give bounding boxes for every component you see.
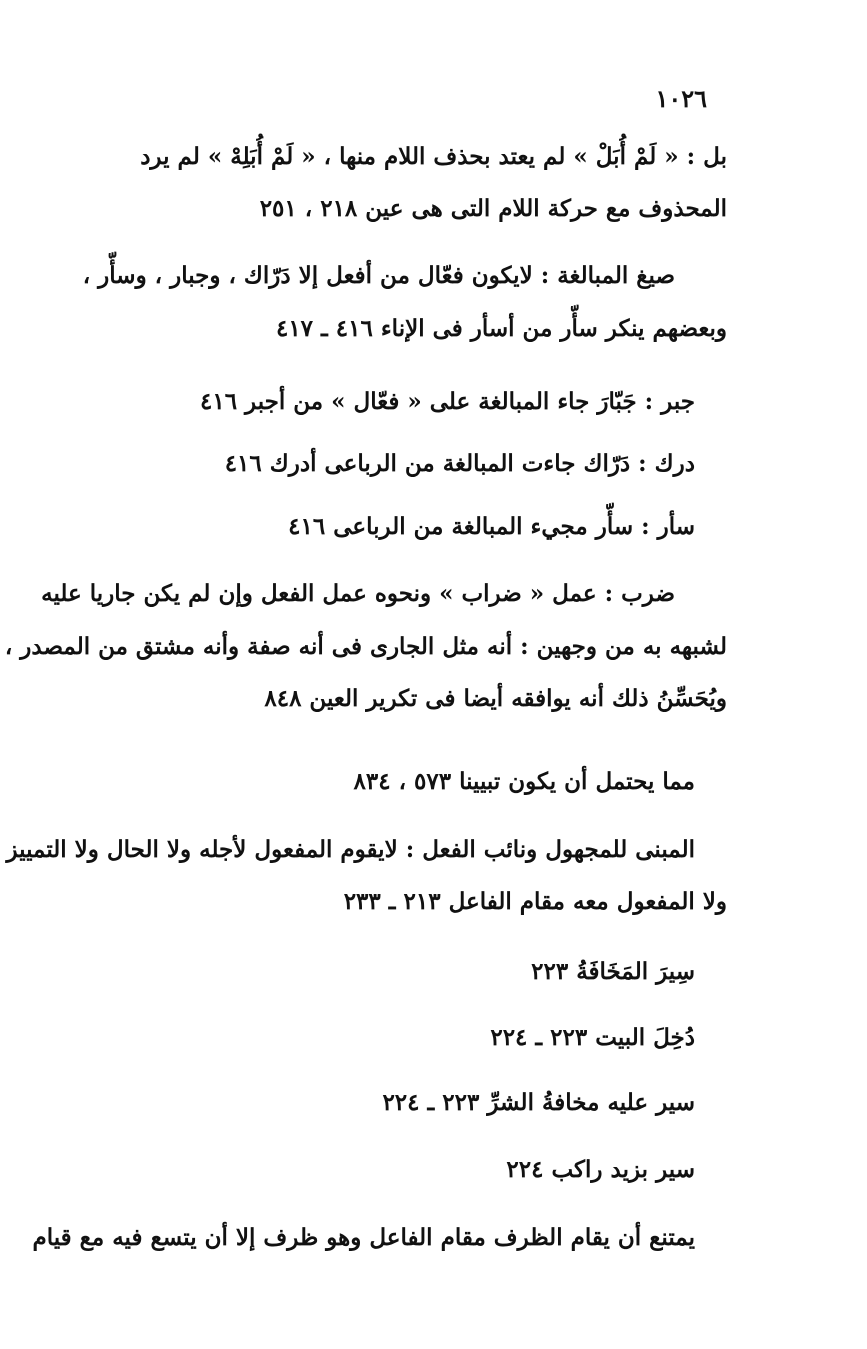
text-line-17: سير بزيد راكب ٢٢٤ (506, 1156, 695, 1183)
text-line-15: دُخِلَ البيت ٢٢٣ ـ ٢٢٤ (490, 1024, 695, 1051)
text-line-2: المحذوف مع حركة اللام التى هى عين ٢١٨ ، ٢٥١ (259, 195, 727, 222)
text-line-4: وبعضهم ينكر سأّر من أسأر فى الإناء ٤١٦ ـ ٤١٧ (275, 315, 727, 342)
text-line-16: سير عليه مخافةُ الشرِّ ٢٢٣ ـ ٢٢٤ (382, 1089, 695, 1116)
text-line-10: ويُحَسِّنُ ذلك أنه يوافقه أيضا فى تكرير العين ٨٤٨ (264, 685, 727, 712)
text-line-14: سِيرَ المَخَافَةُ ٢٢٣ (531, 958, 695, 985)
text-line-7: سأر : سأّر مجيء المبالغة من الرباعى ٤١٦ (288, 513, 695, 540)
text-line-6: درك : دَرّاك جاءت المبالغة من الرباعى أدرك ٤١٦ (224, 450, 695, 477)
text-line-5: جبر : جَبّارَ جاء المبالغة على « فعّال » من أجبر ٤١٦ (199, 388, 695, 415)
text-line-9: لشبهه به من وجهين : أنه مثل الجارى فى أنه صفة وأنه مشتق من المصدر ، (4, 633, 727, 660)
text-line-8: ضرب : عمل « ضراب » ونحوه عمل الفعل وإن لم يكن جاريا عليه (41, 580, 675, 607)
text-line-1: بل : « لَمْ أُبَلْ » لم يعتد بحذف اللام منها ، « لَمْ أُبَلِهْ » لم يرد (140, 143, 727, 170)
text-line-11: مما يحتمل أن يكون تبيينا ٥٧٣ ، ٨٣٤ (353, 768, 695, 795)
text-line-13: ولا المفعول معه مقام الفاعل ٢١٣ ـ ٢٣٣ (343, 888, 727, 915)
text-line-18: يمتنع أن يقام الظرف مقام الفاعل وهو ظرف إلا أن يتسع فيه مع قيام (32, 1224, 695, 1251)
text-line-12: المبنى للمجهول ونائب الفعل : لايقوم المفعول لأجله ولا الحال ولا التمييز (6, 836, 695, 863)
text-line-3: صيغ المبالغة : لايكون فعّال من أفعل إلا دَرّاك ، وجبار ، وسأّر ، (82, 262, 675, 289)
page-number: ١٠٢٦ (655, 84, 707, 113)
